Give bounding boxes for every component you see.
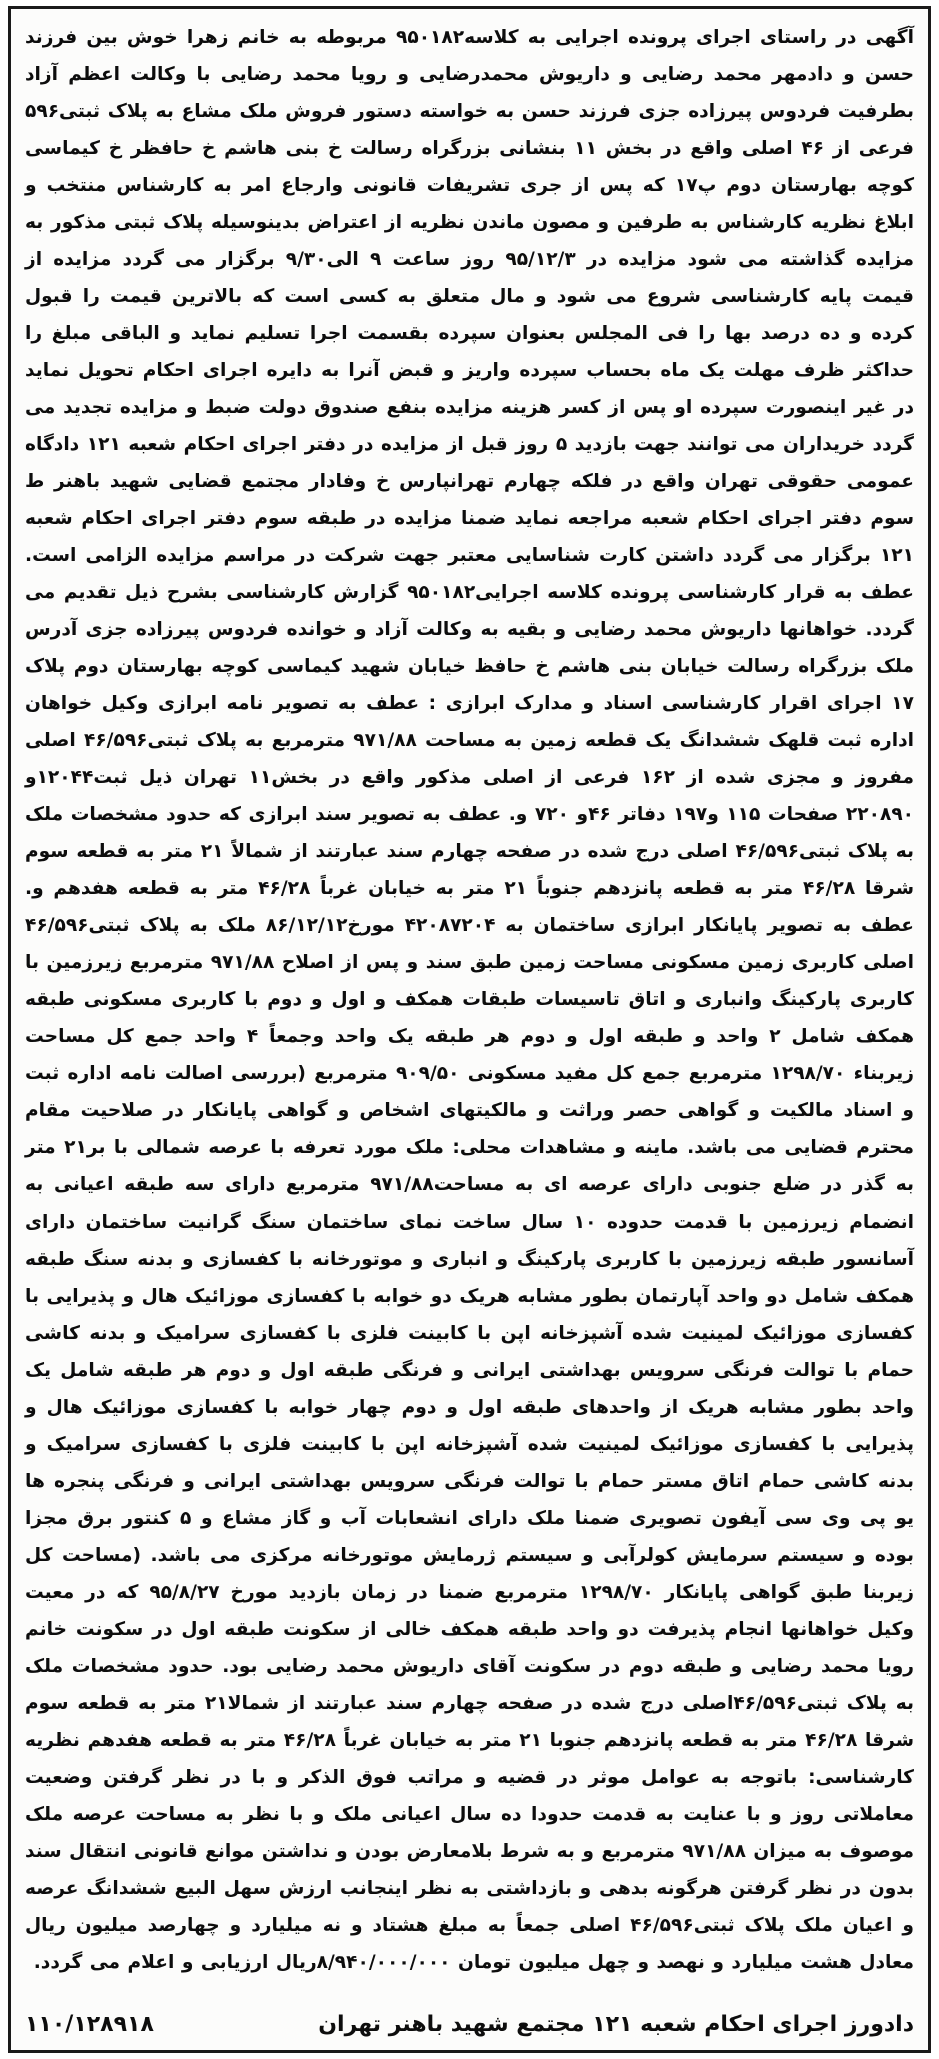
notice-signature: دادورز اجرای احکام شعبه ۱۲۱ مجتمع شهید باهنر تهران bbox=[318, 2011, 914, 2037]
notice-paragraph bbox=[25, 19, 914, 1981]
notice-reference-number: ۱۱۰/۱۲۸۹۱۸ bbox=[25, 2011, 154, 2037]
notice-footer bbox=[25, 2004, 914, 2044]
notice-title: آگهی bbox=[865, 27, 914, 48]
legal-notice-frame bbox=[8, 6, 931, 2053]
notice-text: در راستای اجرای پرونده اجرایی به کلاسه۹۵۰۱۸۲ مربوطه به خانم زهرا خوش بین فرزند حسن و دادمهر محمد رضایی و داریوش محمدرضایی و رویا محمد رضایی با وکالت اعظم آزاد بطرفیت فردوس پیرزاده جزی فرزند حسن به خواسته دستور فروش ملک مشاع به پلاک ثبتی۵۹۶ فرعی از ۴۶ اصلی واقع در بخش ۱۱ بنشانی بزرگراه رسالت خ بنی هاشم خ حافظر خ کیماسی کوچه بهارستان دوم پ۱۷ که پس از جری تشریفات قانونی وارجاع امر به کارشناس منتخب و ابلاغ نظریه کارشناس به طرفین و مصون ماندن نظریه از اعتراض بدینوسیله پلاک ثبتی مذکور به مزایده گذاشته می شود مزایده در ۹۵/۱۲/۳ روز ساعت ۹ الی۹/۳۰ برگزار می گردد مزایده از قیمت پایه کارشناسی شروع می شود و مال متعلق به کسی است که بالاترین قیمت را قبول کرده و ده درصد بها را فی المجلس بعنوان سپرده بقسمت اجرا تسلیم نماید و الباقی مبلغ را حداکثر ظرف مهلت یک ماه بحساب سپرده واریز و قبض آنرا به دایره اجرای احکام تحویل نماید در غیر اینصورت سپرده او پس از کسر هزینه مزایده بنفع صندوق دولت ضبط و مزایده تجدید می گردد خریداران می توانند جهت بازدید ۵ روز قبل از مزایده در دفتر اجرای احکام شعبه ۱۲۱ دادگاه عمومی حقوقی تهران واقع در فلکه چهارم تهرانپارس خ وفادار مجتمع قضایی شهید باهنر ط سوم دفتر اجرای احکام شعبه مراجعه نماید ضمنا مزایده در طبقه سوم دفتر اجرای احکام شعبه ۱۲۱ برگزار می گردد داشتن کارت شناسایی معتبر جهت شرکت در مراسم مزایده الزامی است. عطف به قرار کارشناسی پرونده کلاسه اجرایی۹۵۰۱۸۲ گزارش کارشناسی بشرح ذیل تقدیم می گردد. خواهانها داریوش محمد رضایی و بقیه به وکالت آزاد و خوانده فردوس پیرزاده جزی آدرس ملک بزرگراه رسالت خیابان بنی هاشم خ حافظ خیابان شهید کیماسی کوچه بهارستان دوم پلاک ۱۷ اجرای اقرار کارشناسی اسناد و مدارک ابرازی : عطف به تصویر نامه ابرازی وکیل خواهان اداره ثبت قلهک ششدانگ یک قطعه زمین به مساحت ۹۷۱/۸۸ مترمربع به پلاک ثبتی۴۶/۵۹۶ اصلی مفروز و مجزی شده از ۱۶۲ فرعی از اصلی مذکور واقع در بخش۱۱ تهران ذیل ثبت۱۲۰۴۴و ۲۲۰۸۹۰ صفحات ۱۱۵ و۱۹۷ دفاتر ۴۶و ۷۲۰ و. عطف به تصویر سند ابرازی که حدود مشخصات ملک به پلاک ثبتی۴۶/۵۹۶ اصلی درج شده در صفحه چهارم سند عبارتند از شمالاً ۲۱ متر به قطعه سوم شرقا ۴۶/۲۸ متر به قطعه پانزدهم جنوباً ۲۱ متر به خیابان غرباً ۴۶/۲۸ متر به قطعه هفدهم و. عطف به تصویر پایانکار ابرازی ساختمان به ۴۲۰۸۷۲۰۴ مورخ۸۶/۱۲/۱۲ ملک به پلاک ثبتی۴۶/۵۹۶ اصلی کاربری زمین مسکونی مساحت زمین طبق سند و پس از اصلاح ۹۷۱/۸۸ مترمربع زیرزمین با کاربری پارکینگ وانباری و اتاق تاسیسات طبقات همکف و اول و دوم با کاربری مسکونی طبقه همکف شامل ۲ واحد و طبقه اول و دوم هر طبقه یک واحد وجمعاً ۴ واحد جمع کل مساحت زیربناء ۱۲۹۸/۷۰ مترمربع جمع کل مفید مسکونی ۹۰۹/۵۰ مترمربع (بررسی اصالت نامه اداره ثبت و اسناد مالکیت و گواهی حصر وراثت و مالکیتهای اشخاص و گواهی پایانکار در صلاحیت مقام محترم قضایی می باشد. ماینه و مشاهدات محلی: ملک مورد تعرفه با عرصه شمالی با بر۲۱ متر به گذر در ضلع جنوبی دارای عرصه ای به مساحت۹۷۱/۸۸ مترمربع دارای سه طبقه اعیانی به انضمام زیرزمین با قدمت حدوده ۱۰ سال ساخت نمای ساختمان سنگ گرانیت ساختمان دارای آسانسور طبقه زیرزمین با کاربری پارکینگ و انباری و موتورخانه با کفسازی و بدنه سنگ طبقه همکف شامل دو واحد آپارتمان بطور مشابه هریک دو خوابه با کفسازی موزائیک هال و پذیرایی با کفسازی موزائیک لمینیت شده آشپزخانه اپن با کابینت فلزی با کفسازی سرامیک و بدنه کاشی حمام با توالت فرنگی سرویس بهداشتی ایرانی و فرنگی طبقه اول و دوم هر طبقه شامل یک واحد بطور مشابه هریک از واحدهای طبقه اول و دوم چهار خوابه با کفسازی موزائیک هال و پذیرایی با کفسازی موزائیک لمینیت شده آشپزخانه اپن با کابینت فلزی با کفسازی سرامیک و بدنه کاشی حمام اتاق مستر حمام با توالت فرنگی سرویس بهداشتی ایرانی و فرنگی پنجره ها یو پی وی سی آیفون تصویری ضمنا ملک دارای انشعابات آب و گاز مشاع و ۵ کنتور برق مجزا بوده و سیستم سرمایش کولرآبی و سیستم ژرمایش موتورخانه مرکزی می باشد. (مساحت کل زیربنا طبق گواهی پایانکار ۱۲۹۸/۷۰ مترمربع ضمنا در زمان بازدید مورخ ۹۵/۸/۲۷ که در معیت وکیل خواهانها انجام پذیرفت دو واحد طبقه همکف خالی از سکونت طبقه اول در سکونت خانم رویا محمد رضایی و طبقه دوم در سکونت آقای داریوش محمد رضایی بود. حدود مشخصات ملک به پلاک ثبتی۴۶/۵۹۶اصلی درج شده در صفحه چهارم سند عبارتند از شمالا۲۱ متر به قطعه سوم شرقا ۴۶/۲۸ متر به قطعه پانزدهم جنوبا ۲۱ متر به خیابان غرباً ۴۶/۲۸ متر به قطعه هفدهم نظریه کارشناسی: باتوجه به عوامل موثر در قضیه و مراتب فوق الذکر و با در نظر گرفتن وضعیت معاملاتی روز و با عنایت به قدمت حدودا ده سال اعیانی ملک و با نظر به مساحت عرصه ملک موصوف به میزان ۹۷۱/۸۸ مترمربع و به شرط بلامعارض بودن و نداشتن موانع قانونی انتقال سند بدون در نظر گرفتن هرگونه بدهی و بازداشتی به نظر اینجانب ارزش سهل البیع ششدانگ عرصه و اعیان ملک پلاک ثبتی۴۶/۵۹۶ اصلی جمعاً به مبلغ هشتاد و نه میلیارد و چهارصد میلیون ریال معادل هشت میلیارد و نهصد و چهل میلیون تومان ۸/۹۴۰/۰۰۰/۰۰۰ریال ارزیابی و اعلام می گردد. bbox=[25, 27, 915, 1973]
notice-body bbox=[25, 19, 914, 1981]
